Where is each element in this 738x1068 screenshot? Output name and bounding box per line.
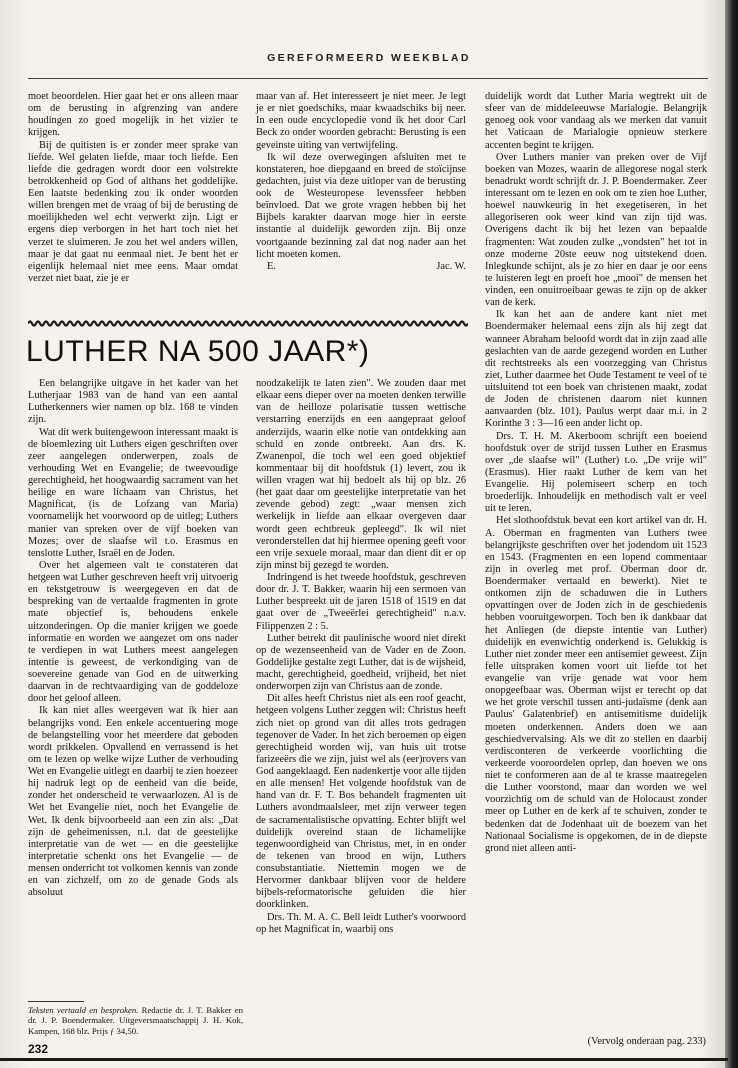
continued-note: (Vervolg onderaan pag. 233) [587, 1036, 706, 1047]
footnote-text: Redactie dr. J. T. Bakker en dr. J. P. Boendermaker. Uitgeversmaatschappij J. H. Kok, Kampen, 168 blz. Prijs ƒ 34,50. [28, 1005, 243, 1036]
signature-author: Jac. W. [436, 260, 466, 272]
footnote-italic: Teksten vertaald en besproken. [28, 1005, 139, 1015]
wavy-divider [28, 319, 468, 328]
column-article-left [28, 378, 238, 899]
header-rule [28, 78, 708, 79]
paragraph: Dit alles heeft Christus niet als een roof geacht, hetgeen volgens Luther zeggen wil: Christus heeft zich niet op grond van dit alles trots gedragen tegenover de Vader. In het zich beroemen op eigen gerechtigheid worden wij, van huis uit trotse farizeeërs die we zijn, juist wel als (eer)rovers van God aangeklaagd. Een nadenkertje voor alle tijden en alle mensen! Het volgende hoofdstuk van de hand van dr. F. T. Bos behandelt fragmenten uit Luthers avondmaalsleer, met zijn verweer tegen de sacramentalistische opvatting. Echter blijft wel duidelijk overeind staan de lichamelijke tegenwoordigheid van Christus, met, in en onder de tekenen van brood en wijn, Luthers consubstantiatie. Niettemin mogen we de Hervormer dankbaar blijven voor de heldere bijbels-reformatorische geluiden die hier doorklinken. [256, 693, 466, 911]
footnote-rule [28, 1001, 84, 1002]
paragraph: Drs. Th. M. A. C. Bell leidt Luther's voorwoord op het Magnificat in, waarbij ons [256, 911, 466, 935]
paragraph: duidelijk wordt dat Luther Maria wegtrekt uit de sfeer van de middeleeuwse Marialogie. Belangrijk genoeg ook voor vandaag als we merken dat vanuit het Vaticaan de Marialogie opnieuw sterkere accenten begint te krijgen. [485, 91, 707, 151]
paragraph: Een belangrijke uitgave in het kader van het Lutherjaar 1983 van de hand van een aantal Lutherkenners wier namen op blz. 168 te vinden zijn. [28, 378, 238, 426]
paragraph: Bij de quitisten is er zonder meer sprake van liefde. Wel gelaten liefde, maar toch liefde. Een liefde die gedragen wordt door een volstrekte betrokkenheid op God of althans het goddelijke. Een laatste bedenking zou ik onder woorden willen brengen met de vraag of bij de berusting de moeilijkheden wel echt verwerkt zijn. Ligt er ergens diep verborgen in het hart toch niet het verzet te sluimeren. Je zou het wel anders willen, maar je dat gaat nu eenmaal niet. Je bent het er eigenlijk helemaal niet mee eens. Maar omdat verzet niet baat, zie je er [28, 139, 238, 284]
book-binding-edge [725, 0, 738, 1068]
paragraph: Ik wil deze overwegingen afsluiten met te konstateren, hoe diepgaand en breed de stoïcijnse gedachten, juist via deze uitloper van de berusting ook de Westeuropese levenssfeer hebben beïnvloed. Dat we grote vragen hebben bij het Bijbels karakter daarvan moge hier in eerste instantie al duidelijk geworden zijn. Bij onze voortgaande bezinning zal dat nog nader aan het licht moeten komen. [256, 151, 466, 260]
paragraph: maar van af. Het interesseert je niet meer. Je legt je er niet goedschiks, maar kwaadschiks bij neer. In een oude encyclopedie vond ik het door Carl Beck zo onder woorden gebracht: Berusting is een geveinste uiting van vertwijfeling. [256, 91, 466, 151]
paragraph: Het slothoofdstuk bevat een kort artikel van dr. H. A. Oberman en fragmenten van Luthers twee belangrijkste geschriften over het jodendom uit 1523 en 1543. (Fragmenten en een lopend commentaar zijn in overleg met prof. Oberman door dr. Boendermaker vertaald en bewerkt). Niet te ontkomen zijn de schaduwen die in Luthers opvattingen over de Joden zich in de geschiedenis hebben vooruitgeworpen. Toch ben ik dankbaar dat het Anliegen (de diepste intentie van Luther) duidelijk en evenwichtig onderkend is. Gelukkig is Luther niet zonder meer een antisemiet geweest. Zijn felle uitspraken komen voort uit liefde tot het evangelie van vrije genade wat voor hem onopgeefbaar was. Oberman wijst er terecht op dat we het grote verschil tussen anti-judaïsme (denk aan Paulus' Galatenbrief) en antisemitisme duidelijk moeten onderkennen. Anders doen we aan geschiedvervalsing. Als we dit zo stellen en daarbij verdisconteren de verkeerde voorlichting die verkeerde vooroordelen oprlep, dan hoeven we ons niet te conformeren aan de al te krasse maatregelen die Luther voorstond, maar dan worden we wel voorzichtig om de schuld van de Holocaust zonder meer op Luther en de kerk af te schuiven, zonder te bedenken dat de Jodenhaat uit de boezem van het Nationaal Socialisme is opgekomen, de in de diepste grond niet alleen anti- [485, 515, 707, 854]
signature-line [256, 261, 466, 273]
page-number: 232 [28, 1042, 49, 1056]
paragraph: Indringend is het tweede hoofdstuk, geschreven door dr. J. T. Bakker, waarin hij een sermoen van Luther bespreekt uit de jaren 1518 of 1519 en dat gaat over de „Tweeërlei gerechtigheid" n.a.v. Filippenzen 2 : 5. [256, 572, 466, 632]
column-right [485, 91, 707, 855]
running-head: GEREFORMEERD WEEKBLAD [267, 52, 471, 64]
paragraph: Over het algemeen valt te constateren dat hetgeen wat Luther geschreven heeft vrij uitvoerig en tekstgetrouw is weergegeven en dat de bespreking van de vertaalde fragmenten in grote mate objectief is, behoudens enkele uitzonderingen. Op die manier krijgen we goede informatie en worden we aangezet om ons nader te verdiepen in wat Luthers meest aangelegen intentie is geweest, de verkondiging van de soevereine genade van God en de uitwerking daarvan in de rechtvaardiging van de goddeloze door het geloof alleen. [28, 559, 238, 705]
paragraph: Luther betrekt dit paulinische woord niet direkt op de wezenseenheid van de Vader en de Zoon. Goddelijke gestalte zegt Luther, dat is de wijsheid, macht, gerechtigheid, goedheid, vrijheid, het niet onderworpen zijn van Christus aan de zonde. [256, 632, 466, 693]
paragraph: Drs. T. H. M. Akerboom schrijft een boeiend hoofdstuk over de strijd tussen Luther en Erasmus over „de slaafse wil" (Luther) t.o. „De vrije wil" (Erasmus). Hier raakt Luther de kern van het Evangelie. Hij polemiseert scherp en toch broederlijk. Inhoudelijk en methodisch valt er veel uit te leren. [485, 430, 707, 515]
paragraph: Wat dit werk buitengewoon interessant maakt is de bloemlezing uit Luthers eigen geschriften over zeer aangelegen onderwerpen, zoals de verhouding Wet en Evangelie; de tweevoudige gerechtigheid, het hoogwaardig sacrament van het heilige en ware lichaam van Christus, het Magnificat, (is de Lofzang van Maria) voornamelijk het voorwoord op de uitleg; Luthers manier van spreken over de vijf boeken van Mozes; over de slaafse wil t.o. Erasmus en tenslotte Luther, Israël en de Joden. [28, 426, 238, 559]
paragraph: Ik kan niet alles weergeven wat ik hier aan belangrijks vond. Een enkele accentuering moge de belangstelling voor het meerdere dat geboden wordt prikkelen. Opvallend en verrassend is het om te lezen op welke wijze Luther de verhouding Wet en Evangelie uitlegt en daarbij te zien hoezeer hij nadruk legt op de eenheid van die beide, zonder het onderscheid te verwaarlozen. Al is de Wet het Evangelie niet, noch het Evangelie de Wet. Ik denk bijvoorbeeld aan een zin als: „Dat zijn de geheimenissen, n.l. dat de geestelijke interpretatie van de wet — en die geestelijke interpretatie schenkt ons het Evangelie — de mensen onderricht tot volkomen kennis van zonde en van zichzelf, om zo de genade Gods als absoluut [28, 705, 238, 899]
column-previous-article-right [256, 91, 466, 273]
paragraph: noodzakelijk te laten zien". We zouden daar met elkaar eens dieper over na moeten denken terwille van de heilloze polarisatie tussen wettische verstarring enerzijds en een aangepraat geloof anderzijds, waarin elke notie van ontdekking aan schuld en zonde ontbreekt. Aan drs. K. Zwanenpol, die toch wel een goed objektief kommentaar bij dit hoofdstuk (1) levert, zou ik willen vragen wat hij bedoelt als hij op blz. 26 (het gaat daar om geestelijke interpretatie van het zevende gebod) zegt: „waar mensen zich werkelijk in liefde aan elkaar overgeven daar wordt geen echtbreuk gepleegd". Ik wil niet veronderstellen dat hij hiermee opening geeft voor een vrije sexuele moraal, maar dan dient dit er op zijn minst bij gezegd te worden. [256, 378, 466, 571]
paragraph: Over Luthers manier van preken over de Vijf boeken van Mozes, waarin de allegorese nogal sterk benadrukt wordt schrijft dr. J. P. Boendermaker. Zeer interessant om te lezen en ook om te zien hoe Luther, hoewel nauwkeurig in het exegetiseren, in het allegoriseren ook weer kind van zijn tijd was. Overigens dacht ik bij het lezen van bepaalde fragmenten: Wat zouden zulke „vondsten" het tot in onze moderne 20ste eeuw nog uitstekend doen. Inlegkunde schijnt, als je zo hier en daar je oor eens te luisteren legt en proeft hoe „mooi" de mensen het vinden, een onuitroeibaar gewas te zijn op de akker van de kerk. [485, 151, 707, 309]
signature-left: E. [267, 260, 276, 272]
column-article-middle [256, 378, 466, 936]
column-previous-article-left [28, 91, 238, 285]
bottom-rule [0, 1058, 728, 1061]
paragraph: moet beoordelen. Hier gaat het er ons alleen maar om de berusting in afgrenzing van andere houdingen zo goed mogelijk in het vizier te krijgen. [28, 91, 238, 139]
article-title: LUTHER NA 500 JAAR*) [26, 335, 370, 368]
paragraph: Ik kan het aan de andere kant niet met Boendermaker helemaal eens zijn als hij zegt dat wanneer Abraham beloofd wordt dat in zijn zaad alle geslachten van de aarde gezegend worden en Luther dit rechtstreeks als een voorzegging van Christus ziet, Luther daarmee het Oude Testament te veel of te uitsluitend tot een boek van christenen maakt, zodat de Joden de christenen daarom niet kunnen aanvaarden (blz. 101). Paulus werpt daar m.i. in 2 Korinthe 3 : 3—16 een ander licht op. [485, 309, 707, 430]
footnote [28, 1005, 243, 1036]
